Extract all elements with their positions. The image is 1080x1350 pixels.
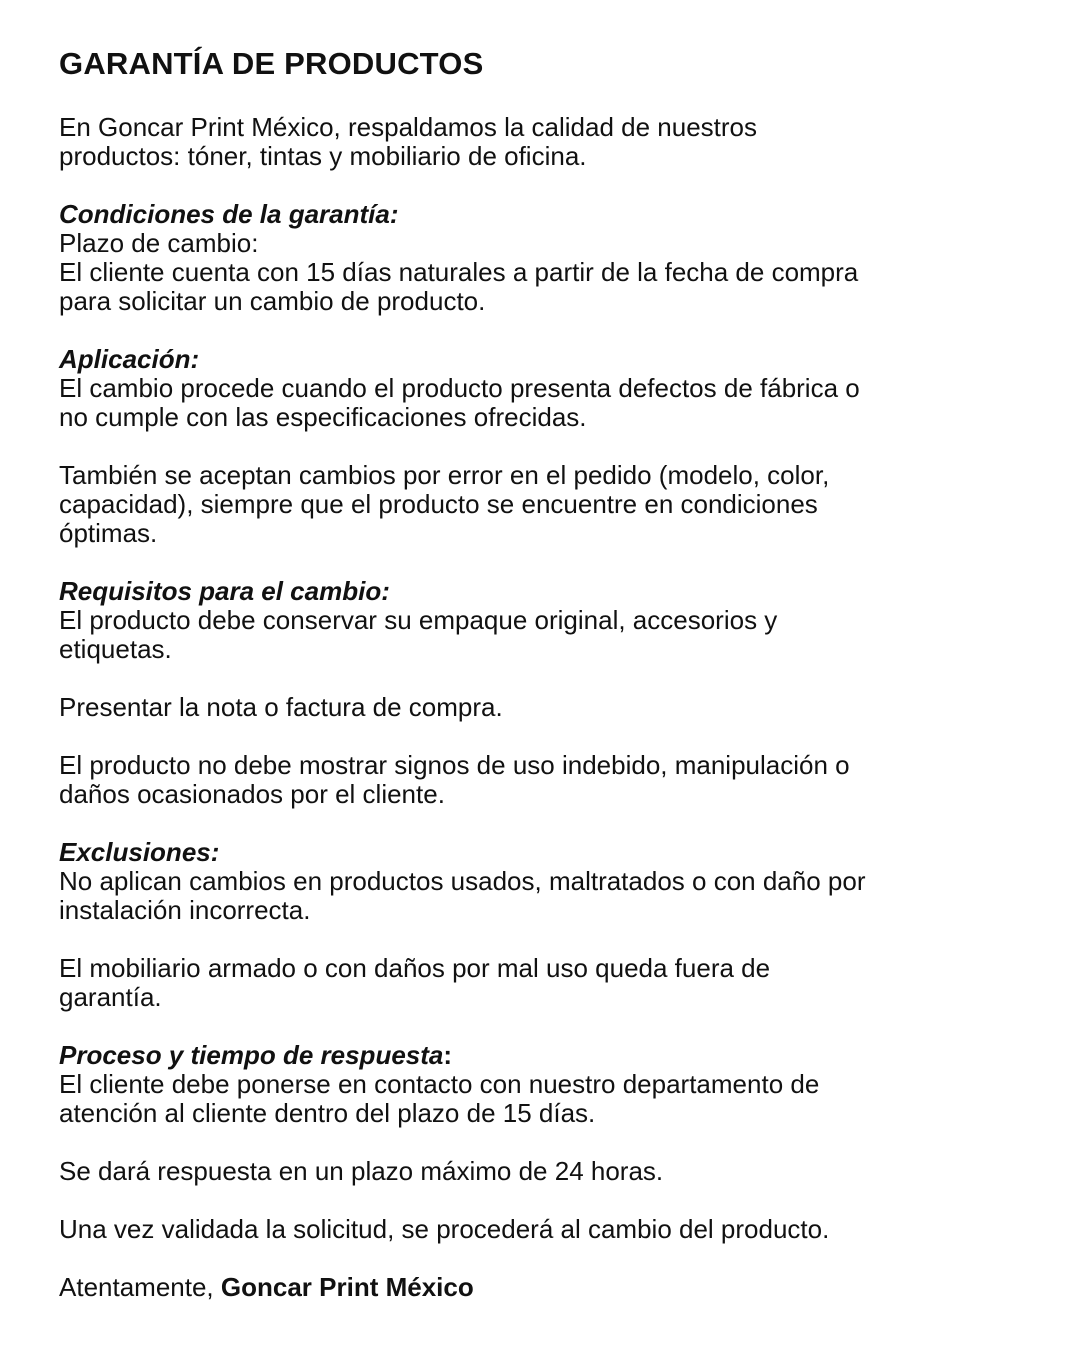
exclusions-line: No aplican cambios en productos usados, maltratados o con daño por <box>59 866 866 896</box>
requirements-line: El producto no debe mostrar signos de uso indebido, manipulación o <box>59 750 850 780</box>
exclusions-line: El mobiliario armado o con daños por mal uso queda fuera de <box>59 953 771 983</box>
requirements-paragraph-2 <box>59 693 1049 722</box>
process-heading-line <box>59 1041 1049 1070</box>
application-paragraph-2 <box>59 461 1049 548</box>
requirements-line: etiquetas. <box>59 634 172 664</box>
signature <box>59 1273 1049 1302</box>
exclusions-section <box>59 838 1049 925</box>
application-line: capacidad), siempre que el producto se encuentre en condiciones <box>59 489 818 519</box>
exclusions-paragraph-2 <box>59 954 1049 1012</box>
intro-line: En Goncar Print México, respaldamos la calidad de nuestros <box>59 112 758 142</box>
application-line: También se aceptan cambios por error en el pedido (modelo, color, <box>59 460 830 490</box>
application-line: El cambio procede cuando el producto presenta defectos de fábrica o <box>59 373 860 403</box>
requirements-line: daños ocasionados por el cliente. <box>59 779 445 809</box>
exclusions-line: garantía. <box>59 982 162 1012</box>
application-line: no cumple con las especificaciones ofrecidas. <box>59 402 587 432</box>
requirements-heading: Requisitos para el cambio: <box>59 576 390 606</box>
process-heading-colon: : <box>443 1040 453 1070</box>
process-paragraph-3 <box>59 1215 1049 1244</box>
requirements-line: Presentar la nota o factura de compra. <box>59 692 503 722</box>
requirements-line: El producto debe conservar su empaque original, accesorios y <box>59 605 778 635</box>
conditions-line: El cliente cuenta con 15 días naturales a partir de la fecha de compra <box>59 257 859 287</box>
warranty-document <box>59 44 1049 1331</box>
requirements-paragraph-3 <box>59 751 1049 809</box>
application-section <box>59 345 1049 432</box>
conditions-section <box>59 200 1049 316</box>
intro-paragraph <box>59 113 1049 171</box>
process-line: Una vez validada la solicitud, se procederá al cambio del producto. <box>59 1214 830 1244</box>
requirements-section <box>59 577 1049 664</box>
exclusions-line: instalación incorrecta. <box>59 895 311 925</box>
application-line: óptimas. <box>59 518 158 548</box>
process-line: atención al cliente dentro del plazo de 15 días. <box>59 1098 596 1128</box>
conditions-line: para solicitar un cambio de producto. <box>59 286 486 316</box>
conditions-label: Plazo de cambio: <box>59 228 259 258</box>
intro-line: productos: tóner, tintas y mobiliario de oficina. <box>59 141 587 171</box>
process-line: Se dará respuesta en un plazo máximo de 24 horas. <box>59 1156 664 1186</box>
process-line: El cliente debe ponerse en contacto con nuestro departamento de <box>59 1069 820 1099</box>
process-paragraph-2 <box>59 1157 1049 1186</box>
exclusions-heading: Exclusiones: <box>59 837 220 867</box>
application-heading: Aplicación: <box>59 344 200 374</box>
process-section <box>59 1041 1049 1128</box>
page-title: GARANTÍA DE PRODUCTOS <box>59 46 484 81</box>
conditions-heading: Condiciones de la garantía: <box>59 199 399 229</box>
process-heading: Proceso y tiempo de respuesta <box>59 1040 444 1070</box>
signature-company: Goncar Print México <box>220 1272 474 1302</box>
signature-prefix: Atentamente, <box>59 1272 221 1302</box>
